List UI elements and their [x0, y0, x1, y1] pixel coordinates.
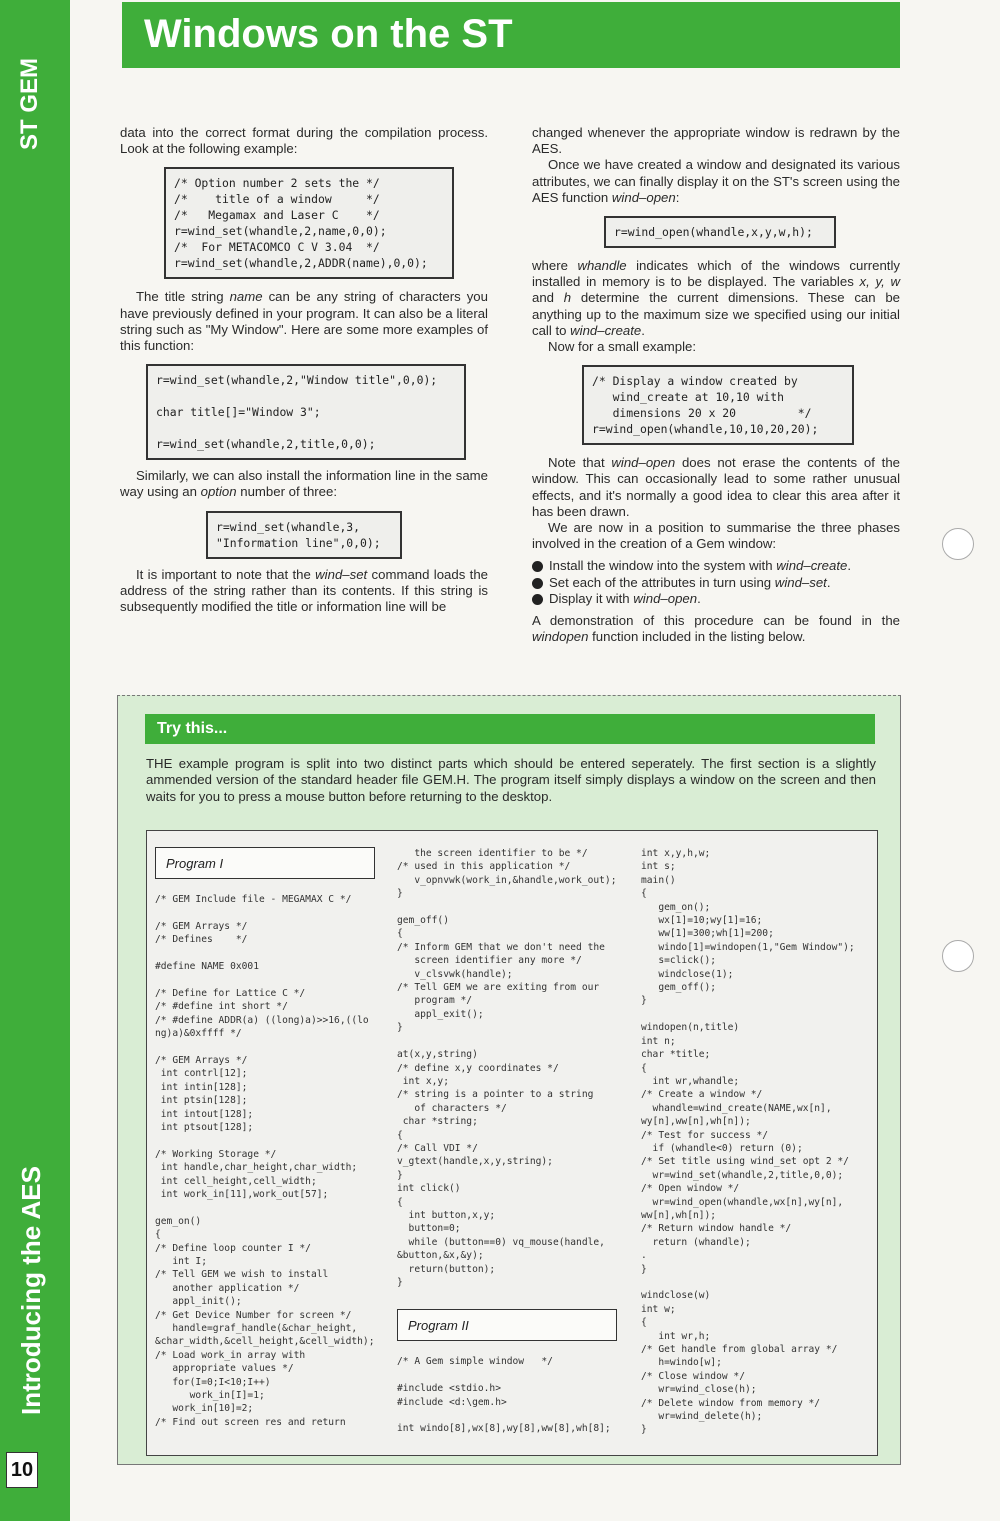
listing-column-3: int x,y,h,w; int s; main() { gem_on(); wx[1]=10;wy[1]=16; ww[1]=300;wh[1]=200; windo[1]=windopen(1,"Gem Window"); s=click(); windclose(1); gem_off(); } windopen(n,title) int n; char *title; { int wr,whandle; /* Create a window */ whandle=wind_create(NAME,wx[n], wy[n],ww[n],wh[n]); /* Test for success */ if (whandle<0) return (0); /* Set title using wind_set opt 2 */ wr=wind_set(whandle,2,title,0,0); /* Open window */ wr=wind_open(whandle,wx[n],wy[n], ww[n],wh[n]); /* Return window handle */ return (whandle); . } windclose(w) int w; { int wr,h; /* Get handle from global array */ h=windo[w]; /* Close window */ wr=wind_close(h); /* Delete window from memory */ wr=wind_delete(h); } [641, 848, 855, 1436]
program-listing [146, 830, 878, 1456]
paragraph: A demonstration of this procedure can be found in the windopen function included in the listing below. [532, 613, 900, 645]
program-label: Program I [155, 847, 375, 879]
listing-column-1 [155, 847, 387, 1429]
code-listing: /* GEM Include file - MEGAMAX C */ /* GEM Arrays */ /* Defines */ #define NAME 0x001 /* Define for Lattice C */ /* #define int short */ /* #define ADDR(a) ((long)a)>>16,((lo ng)a)&0xffff */ /* GEM Arrays */ int contrl[12]; int intin[128]; int ptsin[128]; int intout[128]; int ptsout[128]; /* Working Storage */ int handle,char_height,char_width; int cell_height,cell_width; int work_in[11],work_out[57]; gem_on() { /* Define loop counter I */ int I; /* Tell GEM we wish to install another application */ appl_init(); /* Get Device Number for screen */ handle=graf_handle(&char_height, &char_width,&cell_height,&cell_width); /* Load work_in array with appropriate values */ for(I=0;I<10;I++) work_in[I]=1; work_in[10]=2; /* Find out screen res and return [155, 894, 375, 1428]
section-label-top-text: ST GEM [16, 57, 43, 150]
paragraph: where whandle indicates which of the windows currently installed in memory is to be displayed. The variables x, y, w and h determine the current dimensions. These can be anything up to the maximum size we specified using our initial call to wind–create. [532, 258, 900, 338]
section-label-bottom [8, 1150, 58, 1420]
paragraph: The title string name can be any string of characters you have previously defined in your program. It can also be a literal string such as "My Window". Here are some more examples of this function: [120, 289, 488, 354]
article-column-right [532, 125, 900, 645]
code-listing: the screen identifier to be */ /* used in this application */ v_opnvwk(work_in,&handle,work_out); } gem_off() { /* Inform GEM that we don't need the screen identifier any more */ v_clsvwk(handle); /* Tell GEM we are exiting from our program */ appl_exit(); } at(x,y,string) /* define x,y coordinates */ int x,y; /* string is a pointer to a string of characters */ char *string; { /* Call VDI */ v_gtext(handle,x,y,string); } int click() { int button,x,y; button=0; while (button==0) vq_mouse(handle, &button,&x,&y); return(button); } [397, 848, 617, 1288]
try-this-intro: THE example program is split into two distinct parts which should be entered seperately. The first section is a slightly ammended version of the standard header file GEM.H. The program itself simply displays a window on the screen and then waits for you to press a mouse button before returning to the desktop. [146, 756, 876, 804]
sidebar [0, 0, 70, 1521]
paragraph: Similarly, we can also install the information line in the same way using an option number of three: [120, 468, 488, 500]
try-this-box [117, 695, 901, 1465]
article-column-left [120, 125, 488, 615]
paragraph: Once we have created a window and designated its various attributes, we can finally display it on the ST's screen using the AES function wind–open: [532, 157, 900, 205]
bullet-list [532, 558, 900, 607]
code-block: /* Option number 2 sets the */ /* title of a window */ /* Megamax and Laser C */ r=wind_set(whandle,2,name,0,0); /* For METACOMCO C V 3.04 */ r=wind_set(whandle,2,ADDR(name),0,0); [164, 167, 454, 279]
list-item: Display it with wind–open. [532, 591, 900, 607]
paragraph: data into the correct format during the compilation process. Look at the following example: [120, 125, 488, 157]
binder-hole [942, 528, 974, 560]
code-block: r=wind_set(whandle,2,"Window title",0,0); char title[]="Window 3"; r=wind_set(whandle,2,title,0,0); [146, 364, 466, 460]
program-label: Program II [397, 1309, 617, 1341]
paragraph: Now for a small example: [548, 339, 697, 355]
code-block: r=wind_open(whandle,x,y,w,h); [604, 216, 836, 248]
paragraph: It is important to note that the wind–set command loads the address of the string rather than its contents. If this string is subsequently modified the title or information line will be [120, 566, 488, 615]
code-listing: /* A Gem simple window */ #include <stdio.h> #include <d:\gem.h> int windo[8],wx[8],wy[8],ww[8],wh[8]; [397, 1356, 611, 1435]
list-item: Set each of the attributes in turn using wind–set. [532, 575, 900, 591]
binder-hole [942, 940, 974, 972]
listing-column-2 [397, 847, 627, 1436]
section-label-bottom-text: Introducing the AES [16, 1166, 46, 1415]
paragraph: changed whenever the appropriate window is redrawn by the AES. [532, 125, 900, 157]
code-block: /* Display a window created by wind_create at 10,10 with dimensions 20 x 20 */ r=wind_open(whandle,10,10,20,20); [582, 365, 854, 445]
paragraph: We are now in a position to summarise the three phases involved in the creation of a Gem window: [532, 520, 900, 552]
page-number: 10 [6, 1452, 38, 1488]
section-label-top [8, 50, 58, 160]
list-item: Install the window into the system with wind–create. [532, 558, 900, 574]
paragraph: Note that wind–open does not erase the contents of the window. This can occasionally lead to some rather unusual effects, and it's normally a good idea to clear this area after it has been drawn. [532, 455, 900, 519]
try-this-title: Try this... [145, 714, 875, 744]
page-title: Windows on the ST [144, 12, 513, 56]
title-bar [122, 2, 900, 68]
code-block: r=wind_set(whandle,3, "Information line",0,0); [206, 511, 402, 559]
